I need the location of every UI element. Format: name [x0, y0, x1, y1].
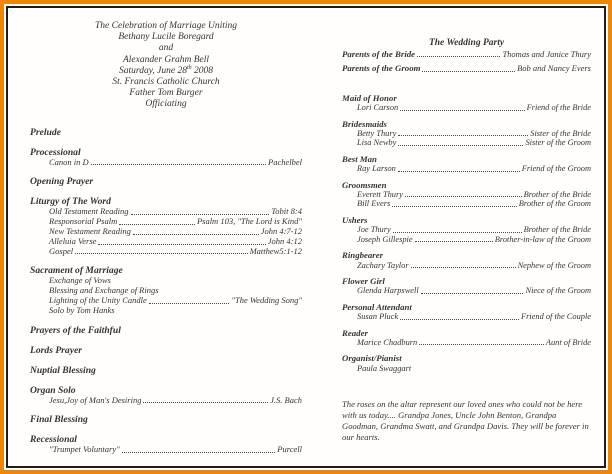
- memorial-footnote: The roses on the altar represent our loved ones who could not be here with us today.... Grandpa Jones, Uncle John Benton, Grandpa Goodman, Grandma Swatt, and Grandpa Davis. They will be forever in our hearts.: [342, 399, 589, 443]
- member-name: Zachary Taylor: [357, 260, 409, 270]
- member-role: Nephew of the Groom: [517, 260, 591, 270]
- program-item-row: [49, 445, 302, 455]
- dotted-leader: [405, 190, 522, 197]
- party-group: [342, 303, 591, 322]
- party-group: [342, 216, 591, 244]
- party-role-heading: Personal Attendant: [342, 301, 412, 312]
- dotted-leader: [131, 207, 270, 215]
- header-line-text: Saturday, June 28: [118, 65, 187, 76]
- member-role: Brother of the Groom: [518, 199, 591, 209]
- member-role: Brother of the Bride: [523, 225, 591, 235]
- dotted-leader: [421, 286, 524, 293]
- dotted-leader: [422, 64, 515, 71]
- party-role-heading: Flower Girl: [342, 275, 385, 286]
- member-name: Lisa Newby: [357, 138, 397, 148]
- party-group: [342, 50, 591, 59]
- party-value: Bob and Nancy Evers: [517, 63, 591, 74]
- program-item-row: [49, 306, 302, 316]
- party-role-heading: Groomsmen: [342, 179, 387, 190]
- ceremony-header: [30, 21, 302, 111]
- header-line: Officiating: [145, 99, 187, 110]
- dotted-leader: [392, 199, 517, 206]
- member-role: Friend of the Groom: [521, 164, 591, 174]
- header-line: The Celebration of Marriage Uniting: [95, 21, 237, 31]
- dotted-leader: [415, 235, 493, 242]
- item-value: Psalm 103, "The Lord is Kind": [196, 216, 302, 227]
- party-member-row: [357, 235, 591, 244]
- program-item-row: [49, 396, 302, 406]
- section-title: Recessional: [30, 434, 77, 446]
- program-section: [30, 345, 302, 356]
- item-name: Gospel: [49, 245, 74, 256]
- dotted-leader: [411, 261, 516, 268]
- party-group: [342, 329, 591, 348]
- party-role-heading: Ringbearer: [342, 250, 384, 261]
- wedding-party-column: [342, 21, 591, 466]
- party-member-row: [357, 364, 591, 373]
- dotted-leader: [393, 225, 522, 232]
- party-member-row: [357, 225, 591, 234]
- program-section: [30, 196, 302, 256]
- item-name: Old Testament Reading: [49, 206, 129, 217]
- party-group: [342, 354, 591, 373]
- item-value: J.S. Bach: [270, 394, 302, 405]
- ceremony-sections: [30, 127, 302, 456]
- section-title: Processional: [30, 146, 81, 158]
- item-value: Matthew5:1-12: [249, 245, 302, 256]
- member-role: Niece of the Groom: [525, 286, 591, 296]
- section-title: Organ Solo: [30, 384, 76, 396]
- program-section: [30, 265, 302, 315]
- party-group: [342, 64, 591, 73]
- item-name: Solo by Tom Hanks: [49, 304, 115, 315]
- ceremony-column: [30, 21, 302, 466]
- item-value: "The Wedding Song": [231, 295, 302, 305]
- program-section: [30, 434, 302, 455]
- wedding-program-page: [8, 8, 604, 466]
- member-name: Betty Thury: [357, 129, 397, 139]
- dotted-leader: [417, 50, 500, 57]
- header-line: and: [158, 43, 174, 54]
- party-value: Thomas and Janice Thury: [502, 49, 591, 59]
- section-title: Prelude: [30, 126, 61, 138]
- item-name: Blessing and Exchange of Rings: [49, 285, 159, 296]
- party-member-row: [357, 199, 591, 208]
- item-name: Lighting of the Unity Candle: [49, 295, 147, 305]
- dotted-leader: [133, 227, 259, 235]
- dotted-leader: [75, 247, 247, 255]
- program-section: [30, 385, 302, 406]
- party-group: [342, 120, 591, 148]
- program-section: [30, 414, 302, 425]
- party-member-row: [357, 129, 591, 138]
- party-group: [342, 251, 591, 270]
- program-section: [30, 325, 302, 336]
- program-section: [30, 176, 302, 187]
- dotted-leader: [398, 129, 528, 136]
- dotted-leader: [122, 445, 276, 453]
- program-item-row: [49, 158, 302, 168]
- party-inline-row: [342, 50, 591, 59]
- item-name: Exchange of Vows: [49, 275, 111, 286]
- member-name: Paula Swaggart: [357, 363, 412, 373]
- section-title: Lords Prayer: [30, 344, 82, 356]
- item-name: "Trumpet Voluntary": [49, 444, 120, 455]
- party-member-row: [357, 138, 591, 147]
- party-role-heading: Bridesmaids: [342, 118, 387, 129]
- party-inline-row: [342, 64, 591, 73]
- member-name: Lori Carson: [357, 103, 399, 113]
- item-name: Canon in D: [49, 156, 89, 167]
- inner-black-border: [6, 6, 606, 468]
- item-value: John 4:12: [267, 235, 302, 246]
- party-group: [342, 155, 591, 174]
- party-member-row: [357, 261, 591, 270]
- item-name: Alleluia Verse: [49, 235, 97, 246]
- dotted-leader: [398, 138, 523, 145]
- dotted-leader: [398, 164, 520, 171]
- party-role-heading: Reader: [342, 327, 368, 338]
- header-line: Father Tom Burger: [129, 88, 203, 99]
- item-value: Purcell: [277, 444, 302, 455]
- member-role: Sister of the Groom: [525, 138, 591, 148]
- program-section: [30, 147, 302, 168]
- dotted-leader: [400, 312, 519, 319]
- section-title: Nuptial Blessing: [30, 364, 96, 376]
- header-line: Bethany Lucile Boregard: [118, 32, 214, 43]
- date-ordinal-suffix: th: [186, 64, 192, 71]
- dotted-leader: [149, 296, 230, 304]
- member-role: Brother of the Bride: [523, 190, 591, 200]
- party-group: [342, 181, 591, 209]
- section-title: Liturgy of The Word: [30, 196, 111, 208]
- header-line: Alexander Grahm Bell: [122, 54, 209, 65]
- section-title: Final Blessing: [30, 414, 88, 426]
- member-role: Aunt of Bride: [545, 337, 591, 347]
- party-member-row: [357, 190, 591, 199]
- program-item-row: [49, 247, 302, 257]
- dotted-leader: [400, 103, 524, 110]
- program-section: [30, 127, 302, 138]
- dotted-leader: [91, 158, 266, 166]
- member-name: Bill Evers: [357, 199, 391, 209]
- program-section: [30, 365, 302, 376]
- party-member-row: [357, 312, 591, 321]
- member-role: Friend of the Bride: [526, 103, 591, 113]
- party-role-heading: Parents of the Groom: [342, 63, 421, 74]
- member-name: Susan Pluck: [357, 312, 399, 322]
- party-member-row: [357, 103, 591, 112]
- member-name: Joseph Gillespie: [357, 234, 413, 244]
- item-value: Tobit 8:4: [271, 206, 302, 217]
- party-member-row: [357, 164, 591, 173]
- member-name: Glenda Harpswell: [357, 286, 419, 296]
- item-value: Pachelbel: [268, 156, 302, 167]
- member-name: Ray Larson: [357, 164, 396, 174]
- section-title: Opening Prayer: [30, 176, 94, 188]
- party-role-heading: Organist/Pianist: [342, 353, 402, 364]
- header-line: [30, 66, 302, 77]
- dotted-leader: [419, 338, 544, 345]
- header-line: St. Francis Catholic Church: [112, 77, 220, 88]
- party-role-heading: Maid of Honor: [342, 92, 397, 103]
- member-name: Marice Chadburn: [357, 337, 418, 347]
- item-name: Responsorial Psalm: [49, 216, 118, 227]
- wedding-party-title: The Wedding Party: [428, 38, 505, 48]
- item-name: New Testament Reading: [49, 226, 131, 237]
- party-member-row: [357, 286, 591, 295]
- party-member-row: [357, 338, 591, 347]
- item-name: Jesu,Joy of Man's Desiring: [49, 394, 142, 405]
- section-title: Prayers of the Faithful: [30, 324, 121, 336]
- member-name: Everett Thury: [357, 190, 403, 200]
- member-name: Joe Thury: [357, 225, 391, 235]
- member-role: Brother-in-law of the Groom: [494, 234, 591, 244]
- party-group: [342, 277, 591, 296]
- party-role-heading: Parents of the Bride: [342, 49, 416, 59]
- dotted-leader: [98, 237, 265, 245]
- dotted-leader: [143, 396, 268, 404]
- dotted-leader: [119, 217, 195, 225]
- party-role-heading: Best Man: [342, 153, 377, 164]
- item-value: John 4:7-12: [260, 226, 302, 237]
- member-role: Friend of the Couple: [520, 312, 591, 322]
- section-title: Sacrament of Marriage: [30, 265, 123, 277]
- wedding-party-groups: [342, 50, 591, 373]
- party-group: [342, 94, 591, 113]
- party-role-heading: Ushers: [342, 214, 368, 225]
- member-role: Sister of the Bride: [530, 129, 591, 139]
- header-line-text: 2008: [191, 65, 214, 76]
